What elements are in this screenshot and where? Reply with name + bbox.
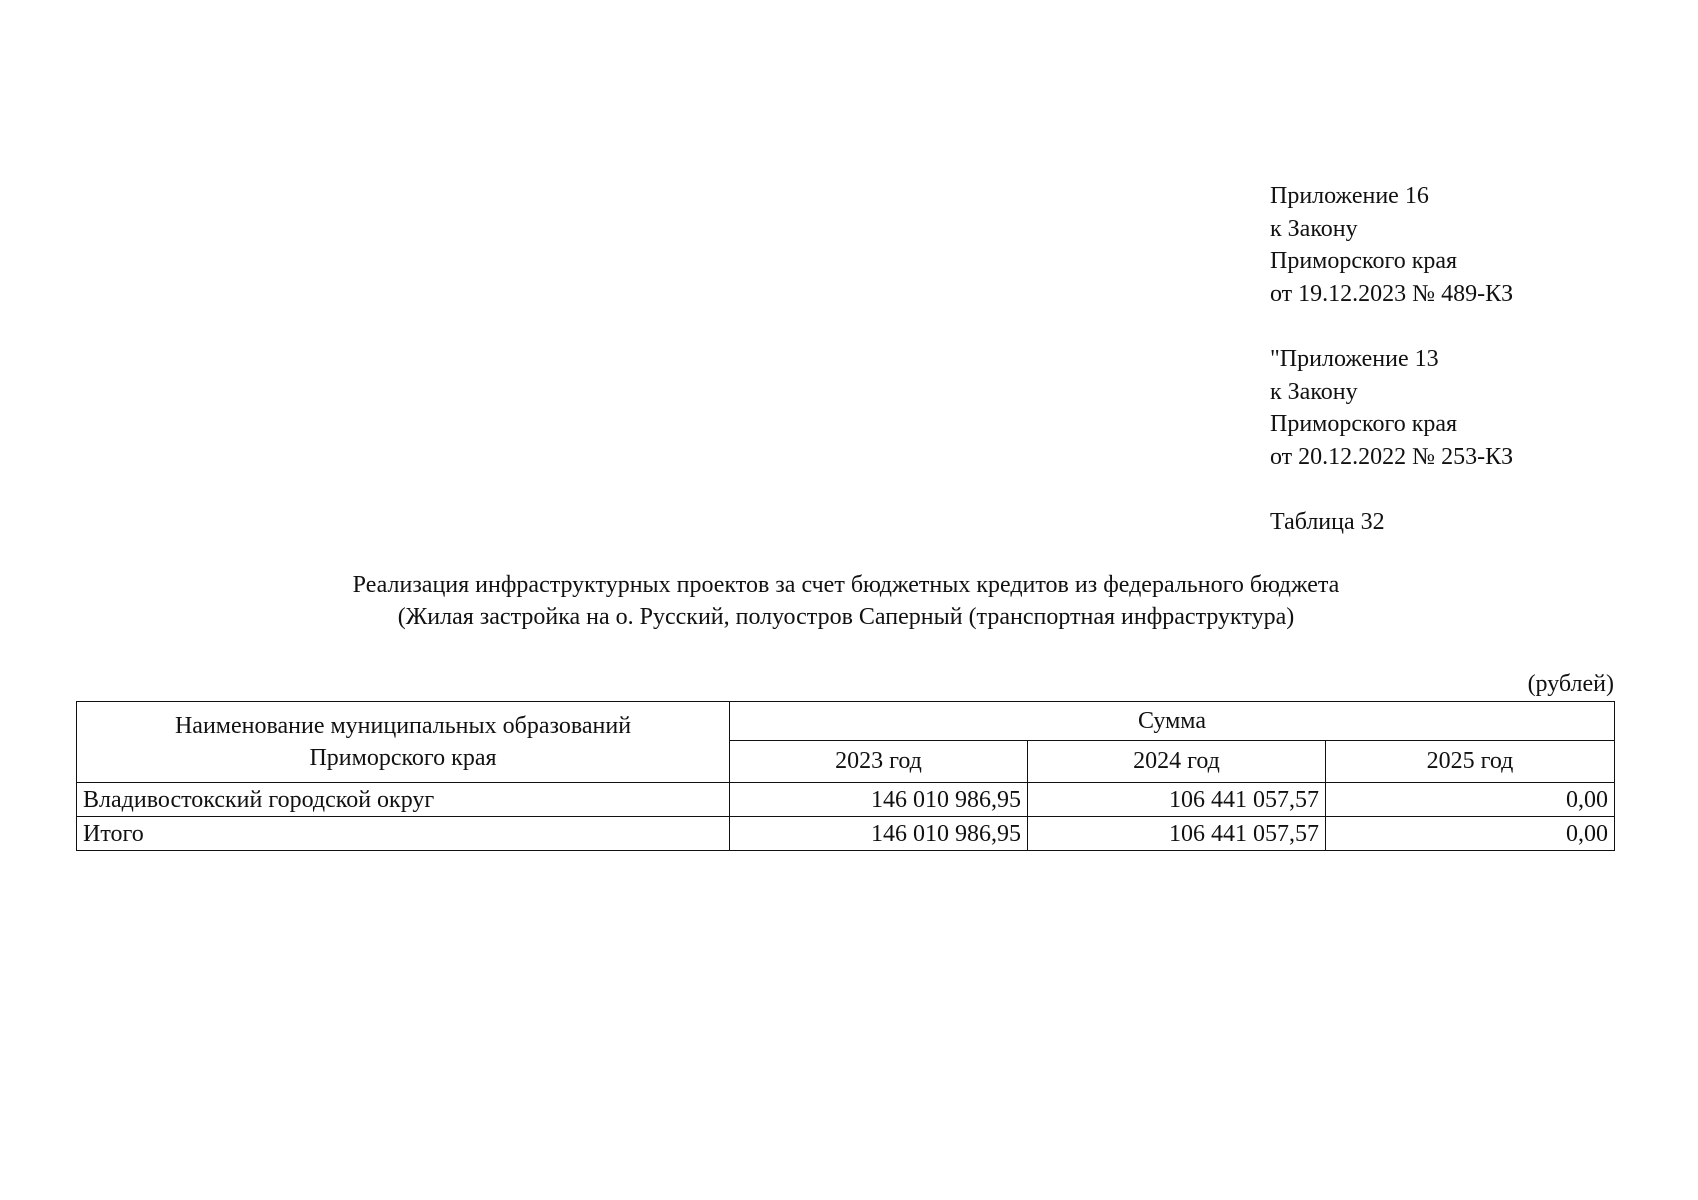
header-municipality-line: Приморского края — [309, 745, 497, 771]
cell-amount: 146 010 986,95 — [730, 783, 1028, 817]
annex-region: Приморского края — [1270, 411, 1458, 437]
cell-total-amount: 106 441 057,57 — [1028, 817, 1326, 851]
header-municipality — [77, 702, 730, 783]
annex-block-amended — [1270, 343, 1513, 473]
annex-region: Приморского края — [1270, 248, 1458, 274]
header-year: 2025 год — [1326, 741, 1615, 783]
annex-title: "Приложение 13 — [1270, 346, 1439, 372]
budget-table — [76, 701, 1615, 851]
annex-title: Приложение 16 — [1270, 183, 1429, 209]
table-header-row — [77, 702, 1615, 741]
annex-law-ref: к Закону — [1270, 378, 1358, 405]
document-title-line: (Жилая застройка на о. Русский, полуостров Саперный (транспортная инфраструктура) — [397, 604, 1295, 630]
cell-municipality: Владивостокский городской округ — [77, 783, 730, 817]
table-total-row — [77, 817, 1615, 851]
header-municipality-line: Наименование муниципальных образований — [174, 713, 632, 739]
document-title-line: Реализация инфраструктурных проектов за счет бюджетных кредитов из федерального бюджета — [352, 572, 1340, 598]
cell-total-amount: 146 010 986,95 — [730, 817, 1028, 851]
annex-date-number: от 19.12.2023 № 489-КЗ — [1270, 280, 1514, 307]
header-year: 2024 год — [1028, 741, 1326, 783]
document-title — [76, 569, 1616, 633]
table-row — [77, 783, 1615, 817]
cell-total-amount: 0,00 — [1326, 817, 1615, 851]
cell-total-label: Итого — [77, 817, 730, 851]
table-number: Таблица 32 — [1270, 509, 1385, 535]
annex-block-current — [1270, 180, 1513, 310]
annex-date-number: от 20.12.2022 № 253-КЗ — [1270, 443, 1514, 470]
header-year: 2023 год — [730, 741, 1028, 783]
units-label: (рублей) — [1527, 671, 1614, 697]
cell-amount: 106 441 057,57 — [1028, 783, 1326, 817]
annex-law-ref: к Закону — [1270, 215, 1358, 242]
header-sum: Сумма — [730, 702, 1615, 741]
cell-amount: 0,00 — [1326, 783, 1615, 817]
